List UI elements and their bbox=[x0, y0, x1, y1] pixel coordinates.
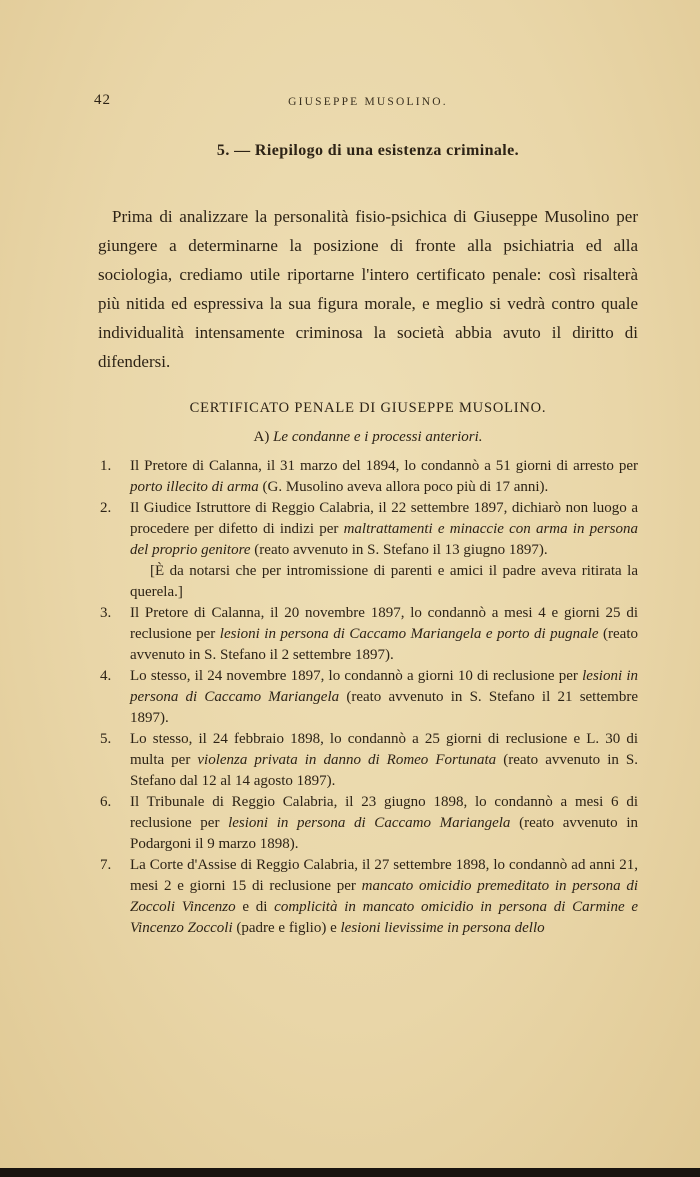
text-segment: La Corte d'Assise di Reggio Calabria, il 27 settembre 1898, lo condannò ad anni 21, mesi 2 e giorni 15 di reclusione per bbox=[130, 857, 638, 894]
text-segment: (reato avvenuto in Podargoni il 9 marzo 1898). bbox=[130, 815, 638, 852]
text-segment-italic: lesioni in persona di Caccamo Mariangela bbox=[228, 815, 511, 831]
item-text bbox=[130, 603, 638, 666]
text-segment-italic: violenza privata in danno di Romeo Fortunata bbox=[197, 752, 497, 768]
certificate-item-7 bbox=[98, 855, 638, 939]
subtitle-prefix: A) bbox=[253, 429, 270, 445]
item-number: 1. bbox=[100, 458, 112, 474]
text-segment: e di bbox=[235, 899, 275, 915]
text-segment: (reato avvenuto in S. Stefano il 13 giugno 1897). bbox=[250, 542, 548, 558]
text-segment: Il Pretore di Calanna, il 31 marzo del 1894, lo condannò a 51 giorni di arresto per bbox=[130, 458, 638, 474]
item-note: [È da notarsi che per intromissione di parenti e amici il padre aveva ritirata la querela.] bbox=[130, 563, 638, 600]
certificate-item-4 bbox=[98, 666, 638, 729]
text-segment-italic: lesioni in persona di Caccamo Mariangela bbox=[130, 668, 638, 705]
text-segment: Il Giudice Istruttore di Reggio Calabria, il 22 settembre 1897, dichiarò non luogo a procedere per difetto di indizi per bbox=[130, 500, 638, 537]
running-head: GIUSEPPE MUSOLINO. bbox=[288, 96, 448, 108]
text-segment: (padre e figlio) e bbox=[232, 920, 341, 936]
item-text bbox=[130, 792, 638, 855]
certificate-subtitle bbox=[98, 429, 638, 446]
item-number: 5. bbox=[100, 731, 112, 747]
text-segment: Lo stesso, il 24 novembre 1897, lo condannò a giorni 10 di reclusione per bbox=[130, 668, 583, 684]
certificate-item-2 bbox=[98, 498, 638, 603]
certificate-item-3 bbox=[98, 603, 638, 666]
item-text bbox=[130, 729, 638, 792]
item-number: 7. bbox=[100, 857, 112, 873]
text-segment-italic: porto illecito di arma bbox=[130, 479, 259, 495]
text-segment-italic: lesioni lievissime in persona dello bbox=[340, 920, 545, 936]
text-segment-italic: lesioni in persona di Caccamo Mariangela e porto di pugnale bbox=[219, 626, 599, 642]
page-content bbox=[98, 142, 638, 939]
item-text bbox=[130, 456, 638, 498]
scan-edge bbox=[0, 1168, 700, 1177]
item-number: 2. bbox=[100, 500, 112, 516]
page-number: 42 bbox=[94, 92, 111, 108]
item-text bbox=[130, 498, 638, 561]
text-segment-italic: maltrattamenti e minaccie con arma in persona del proprio genitore bbox=[130, 521, 638, 558]
certificate-item-6 bbox=[98, 792, 638, 855]
certificate-title: CERTIFICATO PENALE DI GIUSEPPE MUSOLINO. bbox=[189, 400, 547, 416]
text-segment-italic: complicità in mancato omicidio in persona di Carmine e Vincenzo Zoccoli bbox=[130, 899, 639, 936]
intro-paragraph: Prima di analizzare la personalità fisio-psichica di Giuseppe Musolino per giungere a determinarne la posizione di fronte alla psichiatria ed alla sociologia, crediamo utile riportarne l'intero certificato penale: così risalterà più nitida ed espressiva la sua figura morale, e meglio si vedrà contro quale individualità intensamente criminosa la società abbia avuto il diritto di difendersi. bbox=[98, 207, 638, 371]
item-text bbox=[130, 666, 638, 729]
text-segment: Il Tribunale di Reggio Calabria, il 23 giugno 1898, lo condannò a mesi 6 di reclusione per bbox=[130, 794, 638, 831]
text-segment: Il Pretore di Calanna, il 20 novembre 1897, lo condannò a mesi 4 e giorni 25 di reclusione per bbox=[130, 605, 638, 642]
certificate-item-1 bbox=[98, 456, 638, 498]
text-segment: (reato avvenuto in S. Stefano il 21 settembre 1897). bbox=[130, 689, 638, 726]
text-segment: (G. Musolino aveva allora poco più di 17 anni). bbox=[258, 479, 549, 495]
subtitle-text: Le condanne e i processi anteriori. bbox=[273, 429, 483, 445]
text-segment: (reato avvenuto in S. Stefano dal 12 al 14 agosto 1897). bbox=[130, 752, 638, 789]
item-number: 4. bbox=[100, 668, 112, 684]
section-heading: 5. — Riepilogo di una esistenza criminale. bbox=[216, 142, 520, 159]
certificate-item-5 bbox=[98, 729, 638, 792]
text-segment-italic: mancato omicidio premeditato in persona di Zoccoli Vincenzo bbox=[130, 878, 639, 915]
certificate-list bbox=[98, 456, 638, 939]
item-number: 3. bbox=[100, 605, 112, 621]
text-segment: (reato avvenuto in S. Stefano il 2 settembre 1897). bbox=[130, 626, 638, 663]
item-number: 6. bbox=[100, 794, 112, 810]
page-header bbox=[94, 92, 638, 114]
item-text bbox=[130, 855, 638, 939]
text-segment: Lo stesso, il 24 febbraio 1898, lo condannò a 25 giorni di reclusione e L. 30 di multa per bbox=[130, 731, 638, 768]
